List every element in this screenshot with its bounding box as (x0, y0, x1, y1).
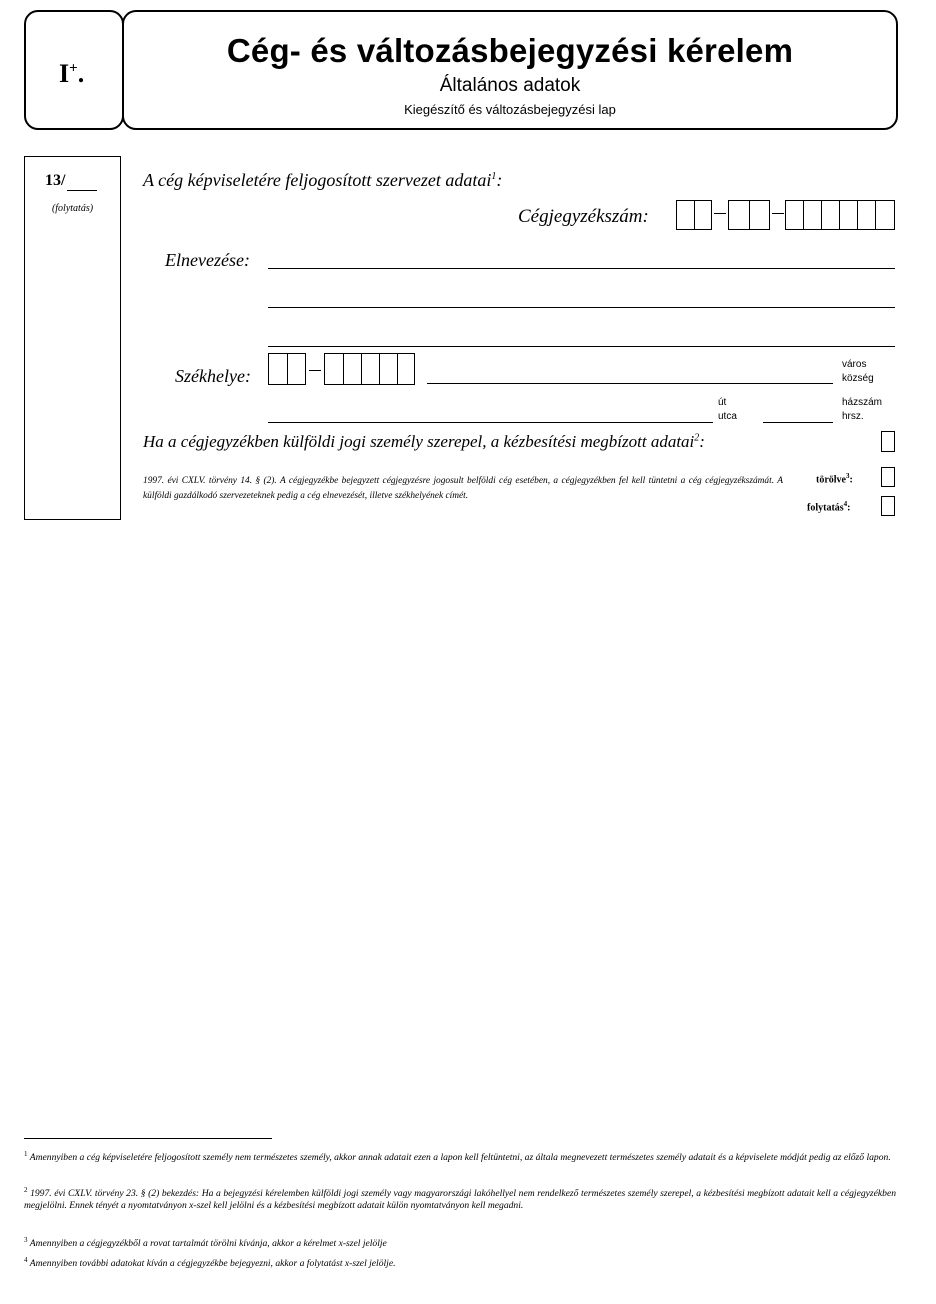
continuation-label: (folytatás) (51, 203, 94, 214)
section-code-box (24, 10, 124, 130)
postcode-dash (309, 370, 321, 371)
house-number-line[interactable] (763, 422, 833, 423)
postcode-country-field[interactable] (268, 353, 306, 385)
street-line[interactable] (268, 422, 713, 423)
deleted-checkbox[interactable] (881, 467, 895, 487)
street-type-label: út utca (718, 397, 737, 422)
form-subtitle: Általános adatok (439, 75, 581, 96)
title-box (122, 10, 898, 130)
footnote-separator (24, 1138, 272, 1139)
foreign-entity-text: Ha a cégjegyzékben külföldi jogi személy szerepel, a kézbesítési megbízott adatai$^2$: (143, 432, 705, 451)
reg-dash-2 (772, 213, 784, 214)
reg-dash-1 (714, 213, 726, 214)
footnote-1: $^1$ Amennyiben a cég képviseletére feljogosított személy nem természetes személy, akkor annak adatait ezen a lapon kell feltüntetni, az általa megnevezett természetes személy adatait és a képviselete módját pedig az előző lapon. (24, 1150, 891, 1164)
name-line-1[interactable] (268, 268, 895, 269)
footnote-2: $^2$ 1997. évi CXLV. törvény 23. § (2) bekezdés: Ha a bejegyzési kérelemben külföldi jogi személy vagy magyarországi lakóhellyel nem rendelkező természetes személy szerepel, a kézbesítési megbízott adatait kell a cégjegyzékben megjelölni. Ennek tényét a nyomtatványon x-szel kell jelölni és a kézbesítési megbízott adatait külön nyomtatványon kell megadni. (24, 1186, 896, 1212)
reg-number-court-field[interactable] (676, 200, 712, 230)
sheet-type: Kiegészítő és változásbejegyzési lap (404, 102, 616, 117)
sheet-number-blank[interactable] (67, 172, 97, 191)
continue-checkbox[interactable] (881, 496, 895, 516)
name-label: Elnevezése: (165, 250, 250, 270)
footnote-3: $^3$ Amennyiben a cégjegyzékből a rovat tartalmát törölni kívánja, akkor a kérelmet x-szel jelölje (24, 1236, 387, 1250)
form-title: Cég- és változásbejegyzési kérelem (226, 32, 794, 69)
foreign-entity-checkbox[interactable] (881, 431, 895, 452)
legal-note: 1997. évi CXLV. törvény 14. § (2). A cégjegyzékbe bejegyzett cégjegyzésre jogosult belföldi cég esetében, a cégjegyzékben fel kell tüntetni a cég cégjegyzékszámát. A külföldi gazdálkodó szervezeteknek pedig a cég elnevezését, illetve székhelyének címét. (143, 476, 783, 501)
continue-label: folytatás$^4$: (807, 500, 851, 514)
name-line-2[interactable] (268, 307, 895, 308)
section-code: I+. (59, 59, 85, 88)
reg-number-serial-field[interactable] (785, 200, 895, 230)
footnote-4: $^4$ Amennyiben további adatokat kíván a cégjegyzékbe bejegyezni, akkor a folytatást x-szel jelölje. (24, 1256, 396, 1270)
section-heading: A cég képviseletére feljogosított szervezet adatai$^1$: (143, 170, 503, 190)
city-line[interactable] (427, 383, 833, 384)
name-line-3[interactable] (268, 346, 895, 347)
city-label: város község (842, 359, 874, 384)
sheet-number-box (24, 156, 121, 520)
seat-label: Székhelye: (175, 366, 251, 386)
reg-number-type-field[interactable] (728, 200, 770, 230)
deleted-label: törölve$^3$: (816, 472, 853, 486)
reg-number-label: Cégjegyzékszám: (518, 206, 649, 227)
sheet-number: 13/ (45, 172, 97, 191)
house-number-label: házszám hrsz. (842, 397, 883, 422)
postcode-field[interactable] (324, 353, 415, 385)
